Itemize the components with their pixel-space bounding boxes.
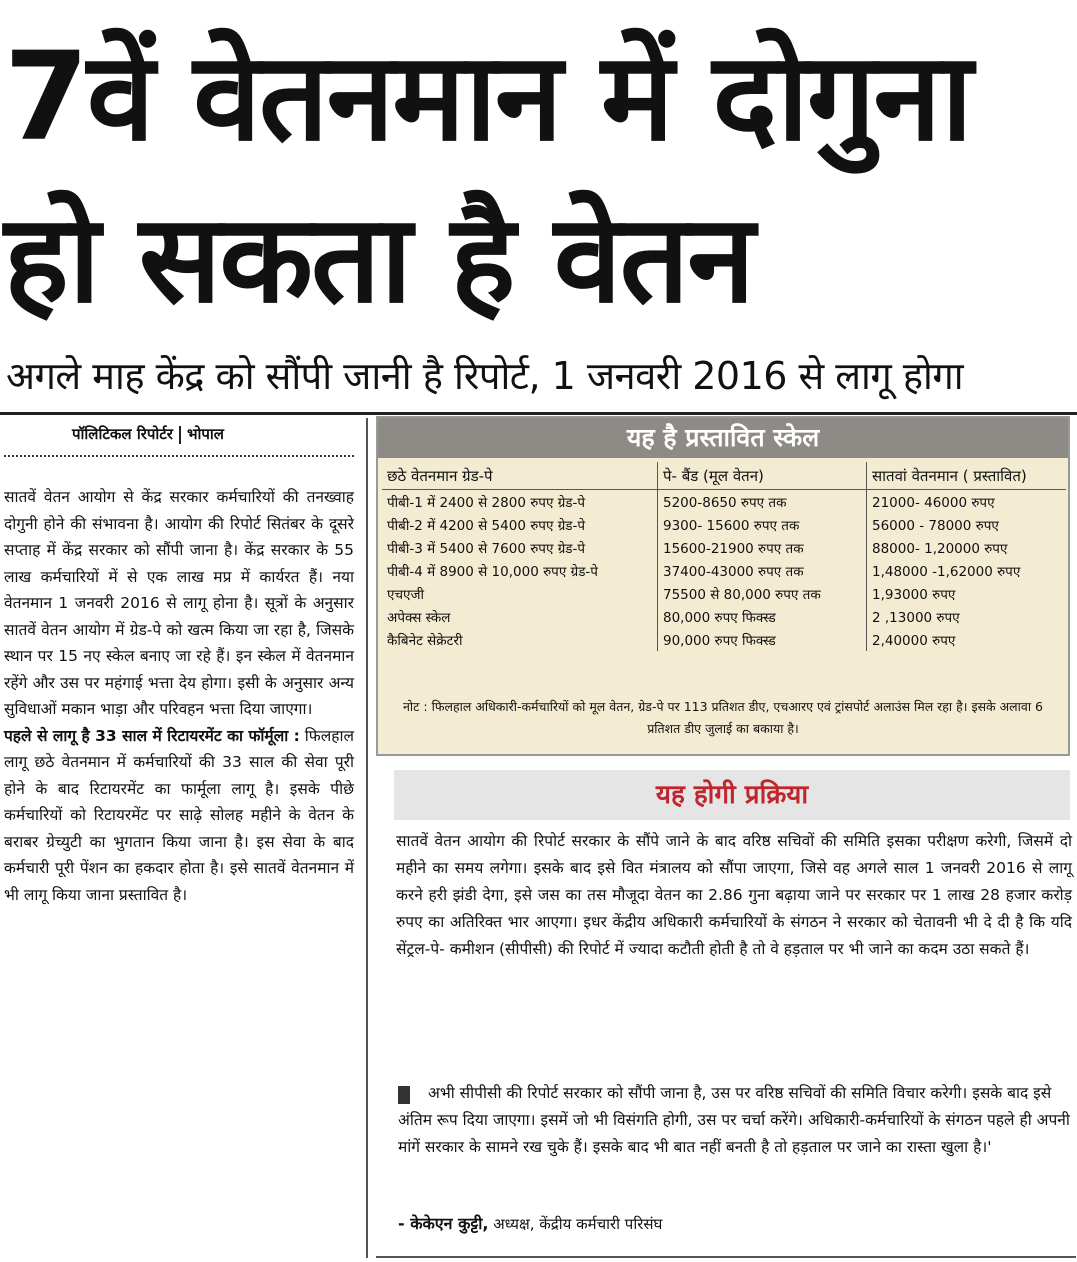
table-cell: 21000- 46000 रुपए xyxy=(872,494,995,511)
dotted-divider xyxy=(4,455,354,457)
scale-table xyxy=(382,462,1066,651)
process-text: सातवें वेतन आयोग की रिपोर्ट सरकार के सौंपे जाने के बाद वरिष्ठ सचिवों की समिति इसका परीक्षण करेगी, जिसमें दो महीने का समय लगेगा। इसके बाद इसे वित मंत्रालय को सौंपा जाएगा, जिसे वह अगले साल 1 जनवरी 2016 से लागू करने हरी झंडी देगा, इसे जस का तस मौजूदा वेतन का 2.86 गुना बढ़ाया जाने पर सरकार पर 1 लाख 28 हजार करोड़ रुपए का अतिरिक्त भार आएगा। इधर केंद्रीय अधिकारी कर्मचारियों के संगठन ने सरकार को चेतावनी भी दे दी है कि यदि सेंट्रल-पे- कमीशन (सीपीसी) की रिपोर्ट में ज्यादा कटौती होती है तो वे हड़ताल पर भी जाने का कदम उठा सकते हैं। xyxy=(396,832,1072,958)
table-header: छठे वेतनमान ग्रेड-पे xyxy=(382,462,658,490)
byline-separator xyxy=(179,426,181,444)
table-header: सातवां वेतनमान ( प्रस्तावित) xyxy=(867,462,1067,490)
table-cell: 37400-43000 रुपए तक xyxy=(658,559,867,582)
table-cell: 9300- 15600 रुपए तक xyxy=(658,513,867,536)
scale-note: नोट : फिलहाल अधिकारी-कर्मचारियों को मूल वेतन, ग्रेड-पे पर 113 प्रतिशत डीए, एचआरए एवं ट्रांसपोर्ट अलाउंस मिल रहा है। इसके अलावा 6 प्रतिशत डीए जुलाई का बकाया है। xyxy=(402,699,1044,736)
paragraph-retirement xyxy=(4,723,354,909)
table-cell: 56000 - 78000 रुपए xyxy=(872,517,999,534)
quote-text: अभी सीपीसी की रिपोर्ट सरकार को सौंपी जाना है, उस पर वरिष्ठ सचिवों की समिति विचार करेगी। इसके बाद इसे अंतिम रूप दिया जाएगा। इसमें जो भी विसंगति होगी, उस पर चर्चा करेंगे। अधिकारी-कर्मचारियों के संगठन पहले ही अपनी मांगें सरकार के सामने रख चुके हैं। इसके बाद भी बात नहीं बनती है तो हड़ताल पर जाने का रास्ता खुला है।' xyxy=(398,1084,1070,1156)
byline-reporter: पॉलिटिकल रिपोर्टर xyxy=(72,425,173,443)
byline-place: भोपाल xyxy=(186,425,224,443)
table-cell: 5200-8650 रुपए तक xyxy=(658,490,867,514)
table-row xyxy=(382,536,1066,559)
table-cell: 1,48000 -1,62000 रुपए xyxy=(872,563,1021,580)
table-cell: 75500 से 80,000 रुपए तक xyxy=(658,582,867,605)
bottom-divider xyxy=(376,1256,1076,1258)
byline xyxy=(72,424,224,444)
table-cell: एचएजी xyxy=(382,582,658,605)
quote-author: - केकेएन कुट्टी, xyxy=(398,1214,489,1233)
paragraph-retirement-body: फिलहाल लागू छठे वेतनमान में कर्मचारियों की 33 साल की सेवा पूरी होने के बाद रिटायरमेंट का फार्मूला लागू है। इसके पीछे कर्मचारियों को रिटायरमेंट पर साढ़े सोलह महीने के वेतन के बराबर ग्रेच्युटी का भुगतान किया जाना है। इस सेवा के बाद कर्मचारी पूरी पेंशन का हकदार होता है। इसे सातवें वेतनमान में भी लागू किया जाना प्रस्तावित है। xyxy=(4,726,354,904)
table-row xyxy=(382,605,1066,628)
table-row xyxy=(382,628,1066,651)
table-row xyxy=(382,582,1066,605)
process-band xyxy=(394,770,1070,820)
table-cell: 2 ,13000 रुपए xyxy=(872,609,960,626)
scale-box xyxy=(376,416,1070,756)
table-cell: 15600-21900 रुपए तक xyxy=(658,536,867,559)
table-cell: पीबी-3 में 5400 से 7600 रुपए ग्रेड-पे xyxy=(382,536,658,559)
process-title: यह होगी प्रक्रिया xyxy=(655,780,809,810)
table-cell: 88000- 1,20000 रुपए xyxy=(872,540,1008,557)
table-cell: अपेक्स स्केल xyxy=(382,605,658,628)
table-header-row xyxy=(382,462,1066,490)
headline-line-1: 7वें वेतनमान में दोगुना xyxy=(4,26,971,168)
scale-title: यह है प्रस्तावित स्केल xyxy=(378,418,1068,458)
subheading-retirement: पहले से लागू है 33 साल में रिटायरमेंट का फॉर्मूला : xyxy=(4,726,300,745)
table-cell: 80,000 रुपए फिक्स्ड xyxy=(658,605,867,628)
left-column xyxy=(4,484,354,908)
table-row xyxy=(382,559,1066,582)
table-row xyxy=(382,513,1066,536)
table-cell: पीबी-2 में 4200 से 5400 रुपए ग्रेड-पे xyxy=(382,513,658,536)
table-row xyxy=(382,490,1066,514)
table-cell: कैबिनेट सेक्रेटरी xyxy=(382,628,658,651)
table-cell: 90,000 रुपए फिक्स्ड xyxy=(658,628,867,651)
headline-line-2: हो सकता है वेतन xyxy=(4,188,753,330)
table-cell: पीबी-4 में 8900 से 10,000 रुपए ग्रेड-पे xyxy=(382,559,658,582)
quote-attribution xyxy=(398,1212,662,1234)
divider xyxy=(0,412,1077,415)
quote-designation: अध्यक्ष, केंद्रीय कर्मचारी परिसंघ xyxy=(488,1215,663,1233)
table-cell: पीबी-1 में 2400 से 2800 रुपए ग्रेड-पे xyxy=(382,490,658,514)
quote-box xyxy=(398,1080,1070,1161)
paragraph-intro: सातवें वेतन आयोग से केंद्र सरकार कर्मचारियों की तनख्वाह दोगुनी होने की संभावना है। आयोग की रिपोर्ट सितंबर के दूसरे सप्ताह में केंद्र सरकार को सौंपी जाना है। केंद्र सरकार के 55 लाख कर्मचारियों में से एक लाख मप्र में कार्यरत हैं। नया वेतनमान 1 जनवरी 2016 से लागू होना है। सूत्रों के अनुसार सातवें वेतन आयोग में ग्रेड-पे को खत्म किया जा रहा है, जिसके स्थान पर 15 नए स्केल बनाए जा रहे हैं। इन स्केल में वेतनमान रहेंगे और उस पर महंगाई भत्ता देय होगा। इसी के अनुसार अन्य सुविधाओं मकान भाड़ा और परिवहन भत्ता दिया जाएगा। xyxy=(4,488,354,718)
table-cell: 1,93000 रुपए xyxy=(872,586,956,603)
subheadline: अगले माह केंद्र को सौंपी जानी है रिपोर्ट, 1 जनवरी 2016 से लागू होगा xyxy=(6,354,964,398)
table-cell: 2,40000 रुपए xyxy=(872,632,956,649)
table-header: पे- बैंड (मूल वेतन) xyxy=(658,462,867,490)
column-divider xyxy=(366,418,368,1258)
